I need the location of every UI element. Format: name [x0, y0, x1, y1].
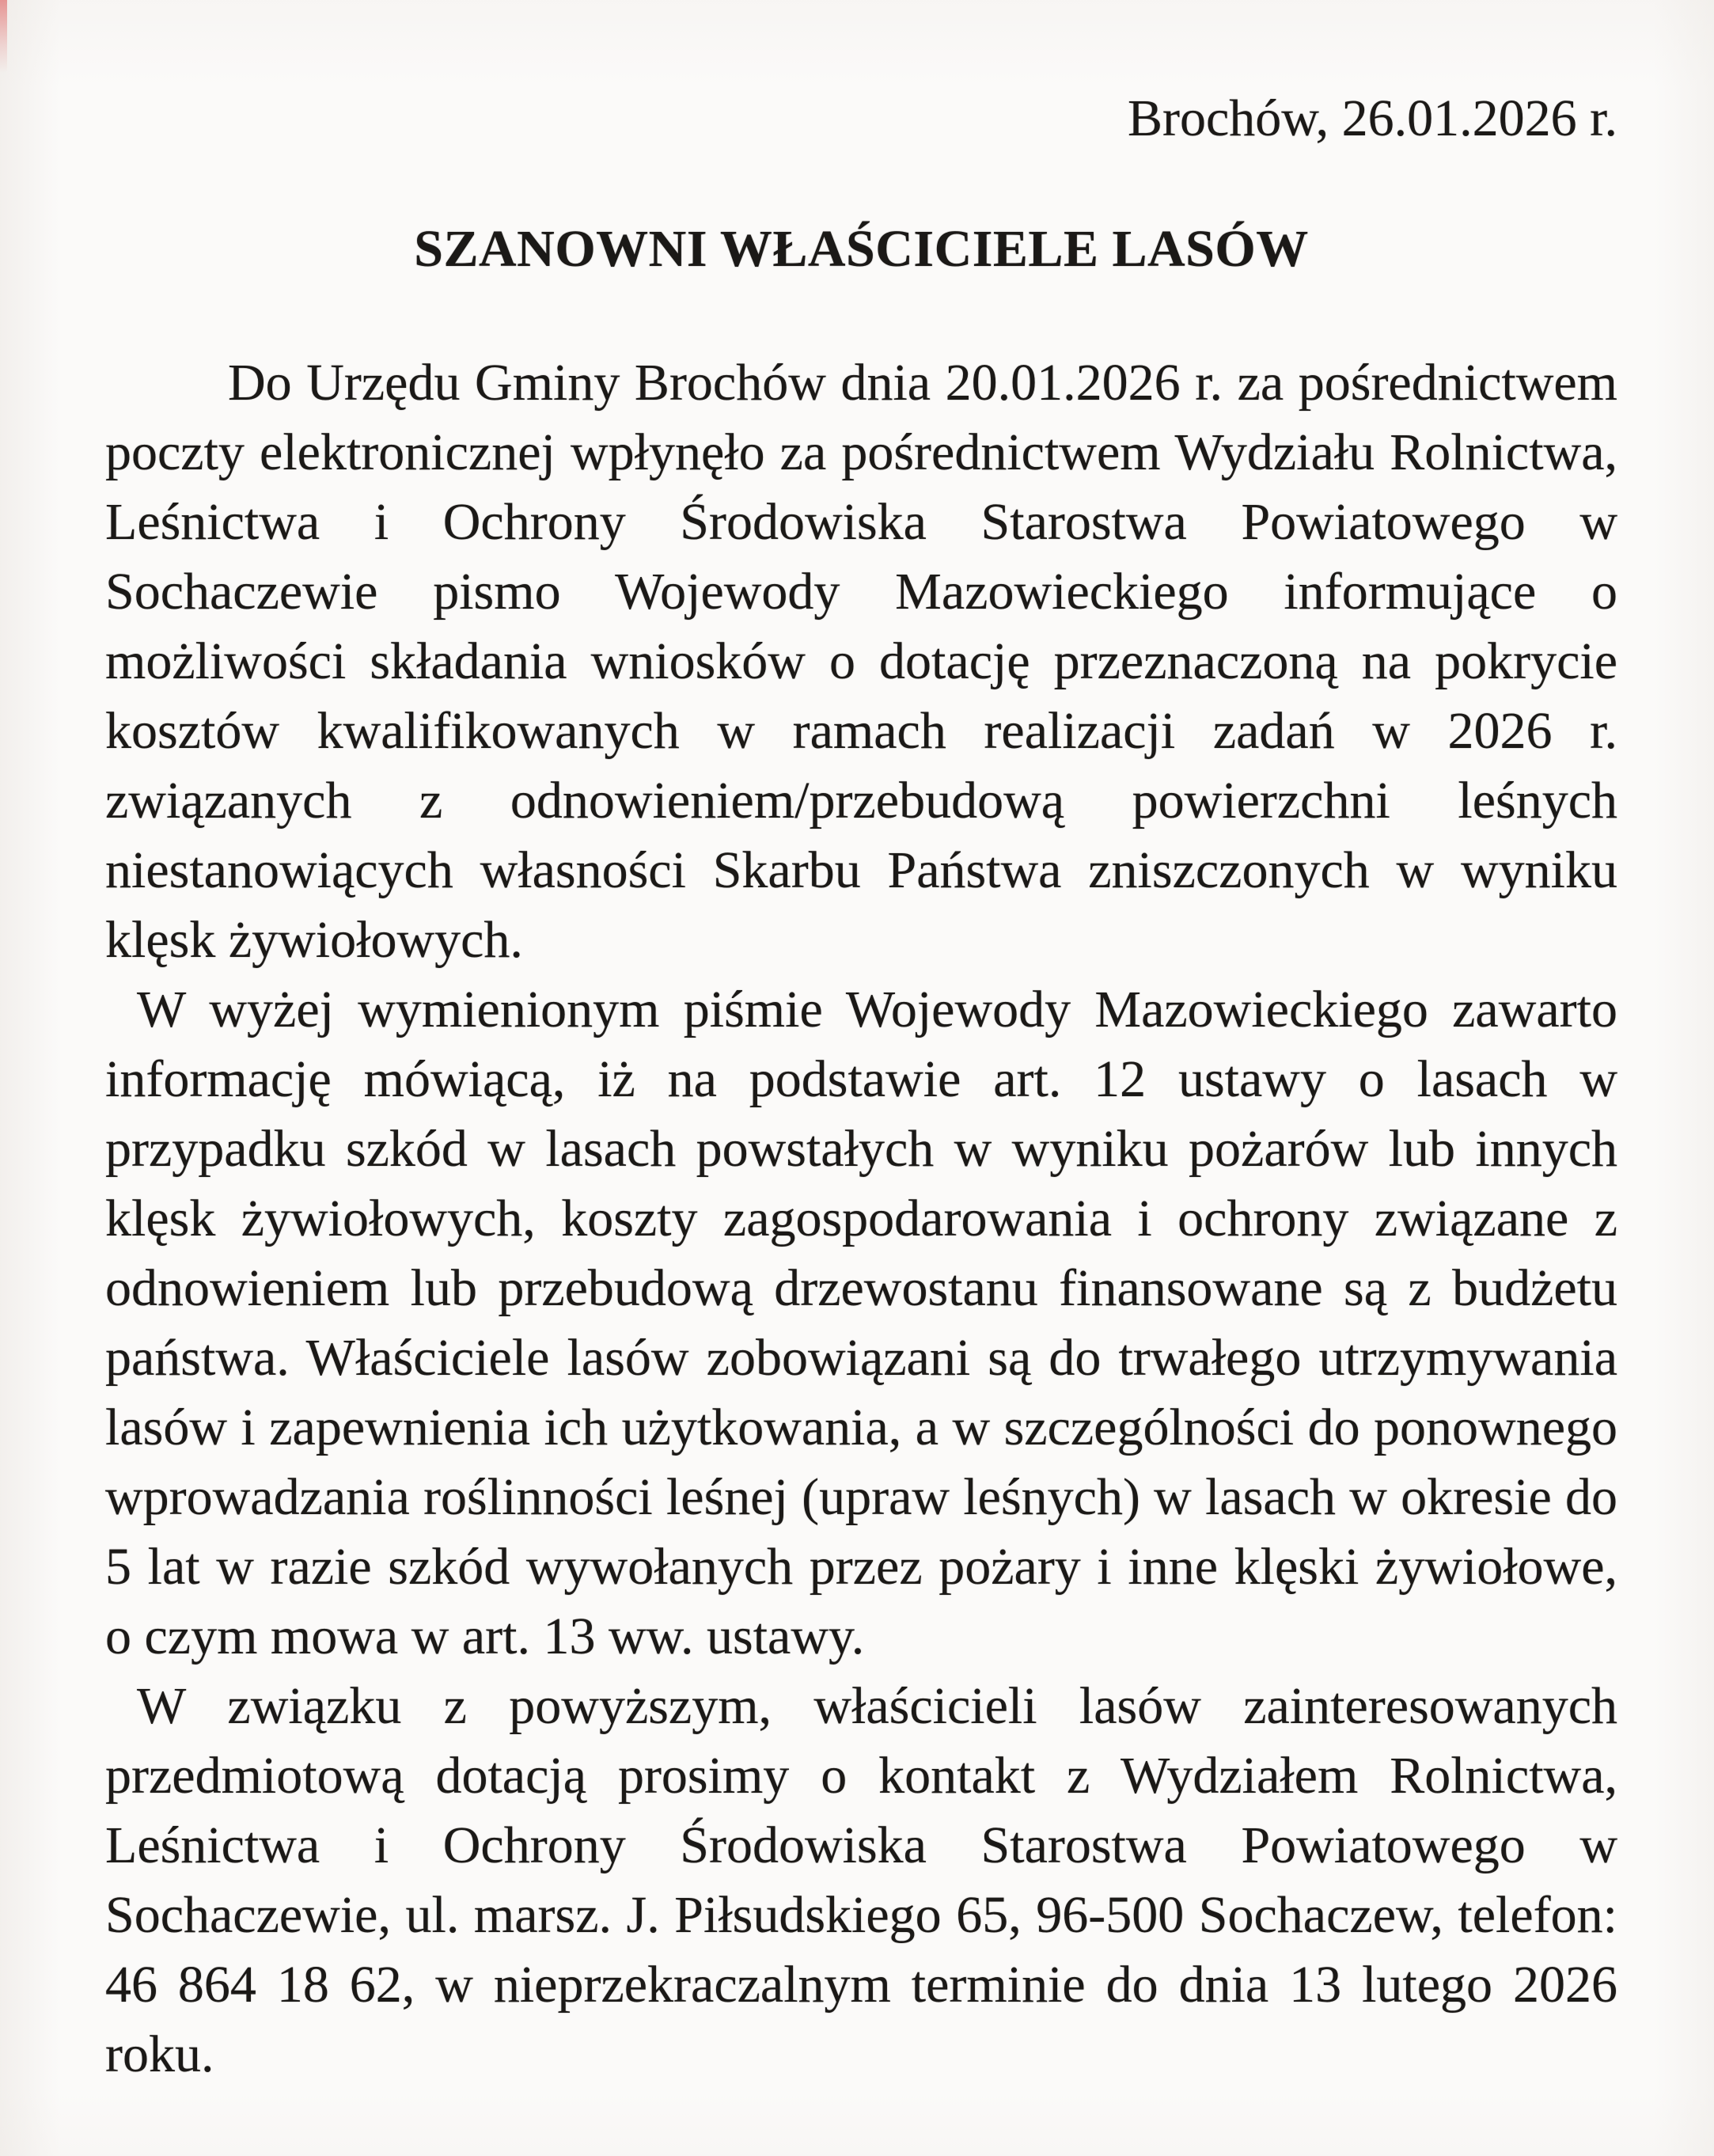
paragraph-2: W wyżej wymienionym piśmie Wojewody Mazowieckiego zawarto informację mówiącą, iż na podstawie art. 12 ustawy o lasach w przypadku szkód w lasach powstałych w wyniku pożarów lub innych klęsk żywiołowych, koszty zagospodarowania i ochrony związane z odnowieniem lub przebudową drzewostanu finansowane są z budżetu państwa. Właściciele lasów zobowiązani są do trwałego utrzymywania lasów i zapewnienia ich użytkowania, a w szczególności do ponownego wprowadzania roślinności leśnej (upraw leśnych) w lasach w okresie do 5 lat w razie szkód wywołanych przez pożary i inne klęski żywiołowe, o czym mowa w art. 13 ww. ustawy. — [105, 981, 1617, 1665]
letter-heading: SZANOWNI WŁAŚCICIELE LASÓW — [414, 220, 1309, 278]
paragraph-1: Do Urzędu Gminy Brochów dnia 20.01.2026 r. za pośrednictwem poczty elektronicznej wpłynęło za pośrednictwem Wydziału Rolnictwa, Leśnictwa i Ochrony Środowiska Starostwa Powiatowego w Sochaczewie pismo Wojewody Mazowieckiego informujące o możliwości składania wniosków o dotację przeznaczoną na pokrycie kosztów kwalifikowanych w ramach realizacji zadań w 2026 r. związanych z odnowieniem/przebudową powierzchni leśnych niestanowiących własności Skarbu Państwa zniszczonych w wyniku klęsk żywiołowych. — [105, 354, 1617, 969]
paragraph-3: W związku z powyższym, właścicieli lasów zainteresowanych przedmiotową dotacją prosimy o kontakt z Wydziałem Rolnictwa, Leśnictwa i Ochrony Środowiska Starostwa Powiatowego w Sochaczewie, ul. marsz. J. Piłsudskiego 65, 96-500 Sochaczew, telefon: 46 864 18 62, w nieprzekraczalnym terminie do dnia 13 lutego 2026 roku. — [105, 1677, 1617, 2083]
letter-body — [105, 348, 1617, 2090]
dateline: Brochów, 26.01.2026 r. — [1127, 89, 1617, 147]
scan-edge-artifact — [0, 0, 7, 73]
